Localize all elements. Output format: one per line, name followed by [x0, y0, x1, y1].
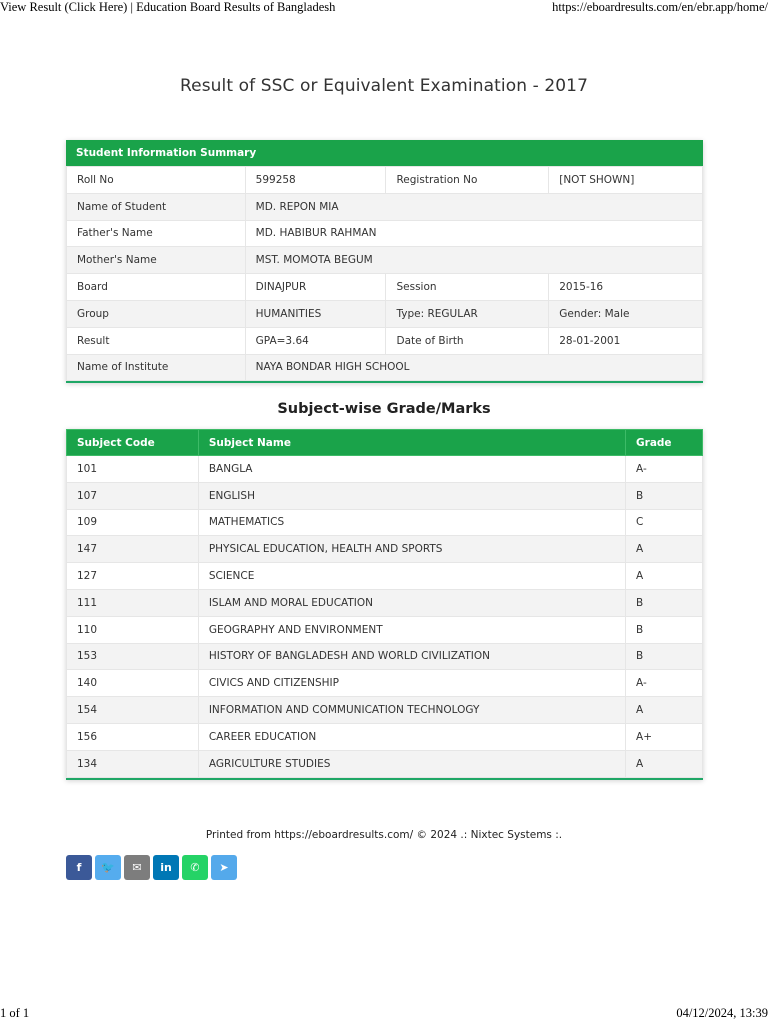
subject-name: PHYSICAL EDUCATION, HEALTH AND SPORTS	[198, 536, 625, 563]
subject-name: ENGLISH	[198, 482, 625, 509]
page-title: Result of SSC or Equivalent Examination - 2017	[180, 76, 588, 96]
info-row	[67, 327, 703, 354]
subject-row	[67, 697, 703, 724]
page-count: 1 of 1	[0, 1006, 30, 1020]
subject-name: INFORMATION AND COMMUNICATION TECHNOLOGY	[198, 697, 625, 724]
column-header-subject-code: Subject Code	[67, 430, 199, 456]
telegram-icon: ➤	[219, 861, 229, 874]
subject-code: 109	[67, 509, 199, 536]
subject-code: 147	[67, 536, 199, 563]
subject-code: 110	[67, 616, 199, 643]
linkedin-icon: in	[160, 861, 172, 874]
share-telegram-button[interactable]	[211, 855, 237, 880]
print-header-title: View Result (Click Here) | Education Board Results of Bangladesh	[0, 0, 336, 14]
info-value: 28-01-2001	[549, 327, 703, 354]
subject-grade: C	[626, 509, 703, 536]
share-email-button[interactable]	[124, 855, 150, 880]
info-row	[67, 354, 703, 381]
print-footer	[0, 1006, 768, 1024]
subject-grade: A	[626, 536, 703, 563]
subject-code: 154	[67, 697, 199, 724]
info-row	[67, 193, 703, 220]
subjects-title: Subject-wise Grade/Marks	[277, 401, 491, 417]
info-value: HUMANITIES	[245, 300, 386, 327]
info-label: Roll No	[67, 167, 246, 194]
subject-row	[67, 589, 703, 616]
subject-code: 127	[67, 563, 199, 590]
info-value: MD. REPON MIA	[245, 193, 702, 220]
info-value: 599258	[245, 167, 386, 194]
subject-row	[67, 643, 703, 670]
student-info-table	[66, 166, 703, 381]
subject-row	[67, 670, 703, 697]
subject-code: 101	[67, 456, 199, 483]
info-label: Date of Birth	[386, 327, 549, 354]
subject-row	[67, 482, 703, 509]
info-label: Mother's Name	[67, 247, 246, 274]
info-value: MST. MOMOTA BEGUM	[245, 247, 702, 274]
subject-row	[67, 456, 703, 483]
share-linkedin-button[interactable]	[153, 855, 179, 880]
whatsapp-icon: ✆	[190, 861, 200, 874]
info-label: Type: REGULAR	[386, 300, 549, 327]
share-twitter-button[interactable]	[95, 855, 121, 880]
subject-code: 140	[67, 670, 199, 697]
subject-name: HISTORY OF BANGLADESH AND WORLD CIVILIZATION	[198, 643, 625, 670]
print-header	[0, 0, 768, 16]
envelope-icon: ✉	[132, 861, 142, 874]
subject-code: 156	[67, 723, 199, 750]
column-header-grade: Grade	[626, 430, 703, 456]
info-row	[67, 274, 703, 301]
student-info-card	[66, 140, 703, 383]
print-timestamp: 04/12/2024, 13:39	[676, 1006, 768, 1020]
subjects-header-row	[67, 430, 703, 456]
info-label: Father's Name	[67, 220, 246, 247]
info-row	[67, 247, 703, 274]
printed-from-text: Printed from https://eboardresults.com/ © 2024 .: Nixtec Systems :.	[205, 829, 563, 841]
info-label: Registration No	[386, 167, 549, 194]
info-value: 2015-16	[549, 274, 703, 301]
subject-row	[67, 563, 703, 590]
subject-name: MATHEMATICS	[198, 509, 625, 536]
info-label: Name of Student	[67, 193, 246, 220]
subject-grade: B	[626, 482, 703, 509]
info-value: NAYA BONDAR HIGH SCHOOL	[245, 354, 702, 381]
info-row	[67, 220, 703, 247]
info-label: Name of Institute	[67, 354, 246, 381]
info-label: Result	[67, 327, 246, 354]
subject-grade: B	[626, 589, 703, 616]
info-label: Group	[67, 300, 246, 327]
facebook-icon: f	[76, 861, 82, 874]
info-label: Session	[386, 274, 549, 301]
info-value: Gender: Male	[549, 300, 703, 327]
info-value: GPA=3.64	[245, 327, 386, 354]
subject-name: GEOGRAPHY AND ENVIRONMENT	[198, 616, 625, 643]
info-value: DINAJPUR	[245, 274, 386, 301]
subject-code: 107	[67, 482, 199, 509]
subject-grade: A	[626, 697, 703, 724]
subject-code: 111	[67, 589, 199, 616]
subject-name: CAREER EDUCATION	[198, 723, 625, 750]
print-header-url: https://eboardresults.com/en/ebr.app/home/	[552, 0, 768, 14]
subject-row	[67, 723, 703, 750]
subject-grade: A-	[626, 456, 703, 483]
subject-name: AGRICULTURE STUDIES	[198, 750, 625, 777]
twitter-icon: 🐦	[101, 861, 115, 874]
share-facebook-button[interactable]	[66, 855, 92, 880]
subjects-card	[66, 429, 703, 780]
subject-grade: A	[626, 563, 703, 590]
subject-name: CIVICS AND CITIZENSHIP	[198, 670, 625, 697]
info-label: Board	[67, 274, 246, 301]
share-whatsapp-button[interactable]	[182, 855, 208, 880]
subject-code: 134	[67, 750, 199, 777]
column-header-subject-name: Subject Name	[198, 430, 625, 456]
info-row	[67, 300, 703, 327]
student-info-heading: Student Information Summary	[66, 140, 703, 166]
subject-grade: B	[626, 643, 703, 670]
subject-row	[67, 750, 703, 777]
subject-grade: A	[626, 750, 703, 777]
subject-name: BANGLA	[198, 456, 625, 483]
subject-name: ISLAM AND MORAL EDUCATION	[198, 589, 625, 616]
subject-row	[67, 616, 703, 643]
subject-row	[67, 536, 703, 563]
subject-grade: B	[626, 616, 703, 643]
info-row	[67, 167, 703, 194]
subjects-table	[66, 429, 703, 778]
info-value: MD. HABIBUR RAHMAN	[245, 220, 702, 247]
subject-grade: A+	[626, 723, 703, 750]
subject-row	[67, 509, 703, 536]
subject-grade: A-	[626, 670, 703, 697]
info-value: [NOT SHOWN]	[549, 167, 703, 194]
subject-name: SCIENCE	[198, 563, 625, 590]
subject-code: 153	[67, 643, 199, 670]
